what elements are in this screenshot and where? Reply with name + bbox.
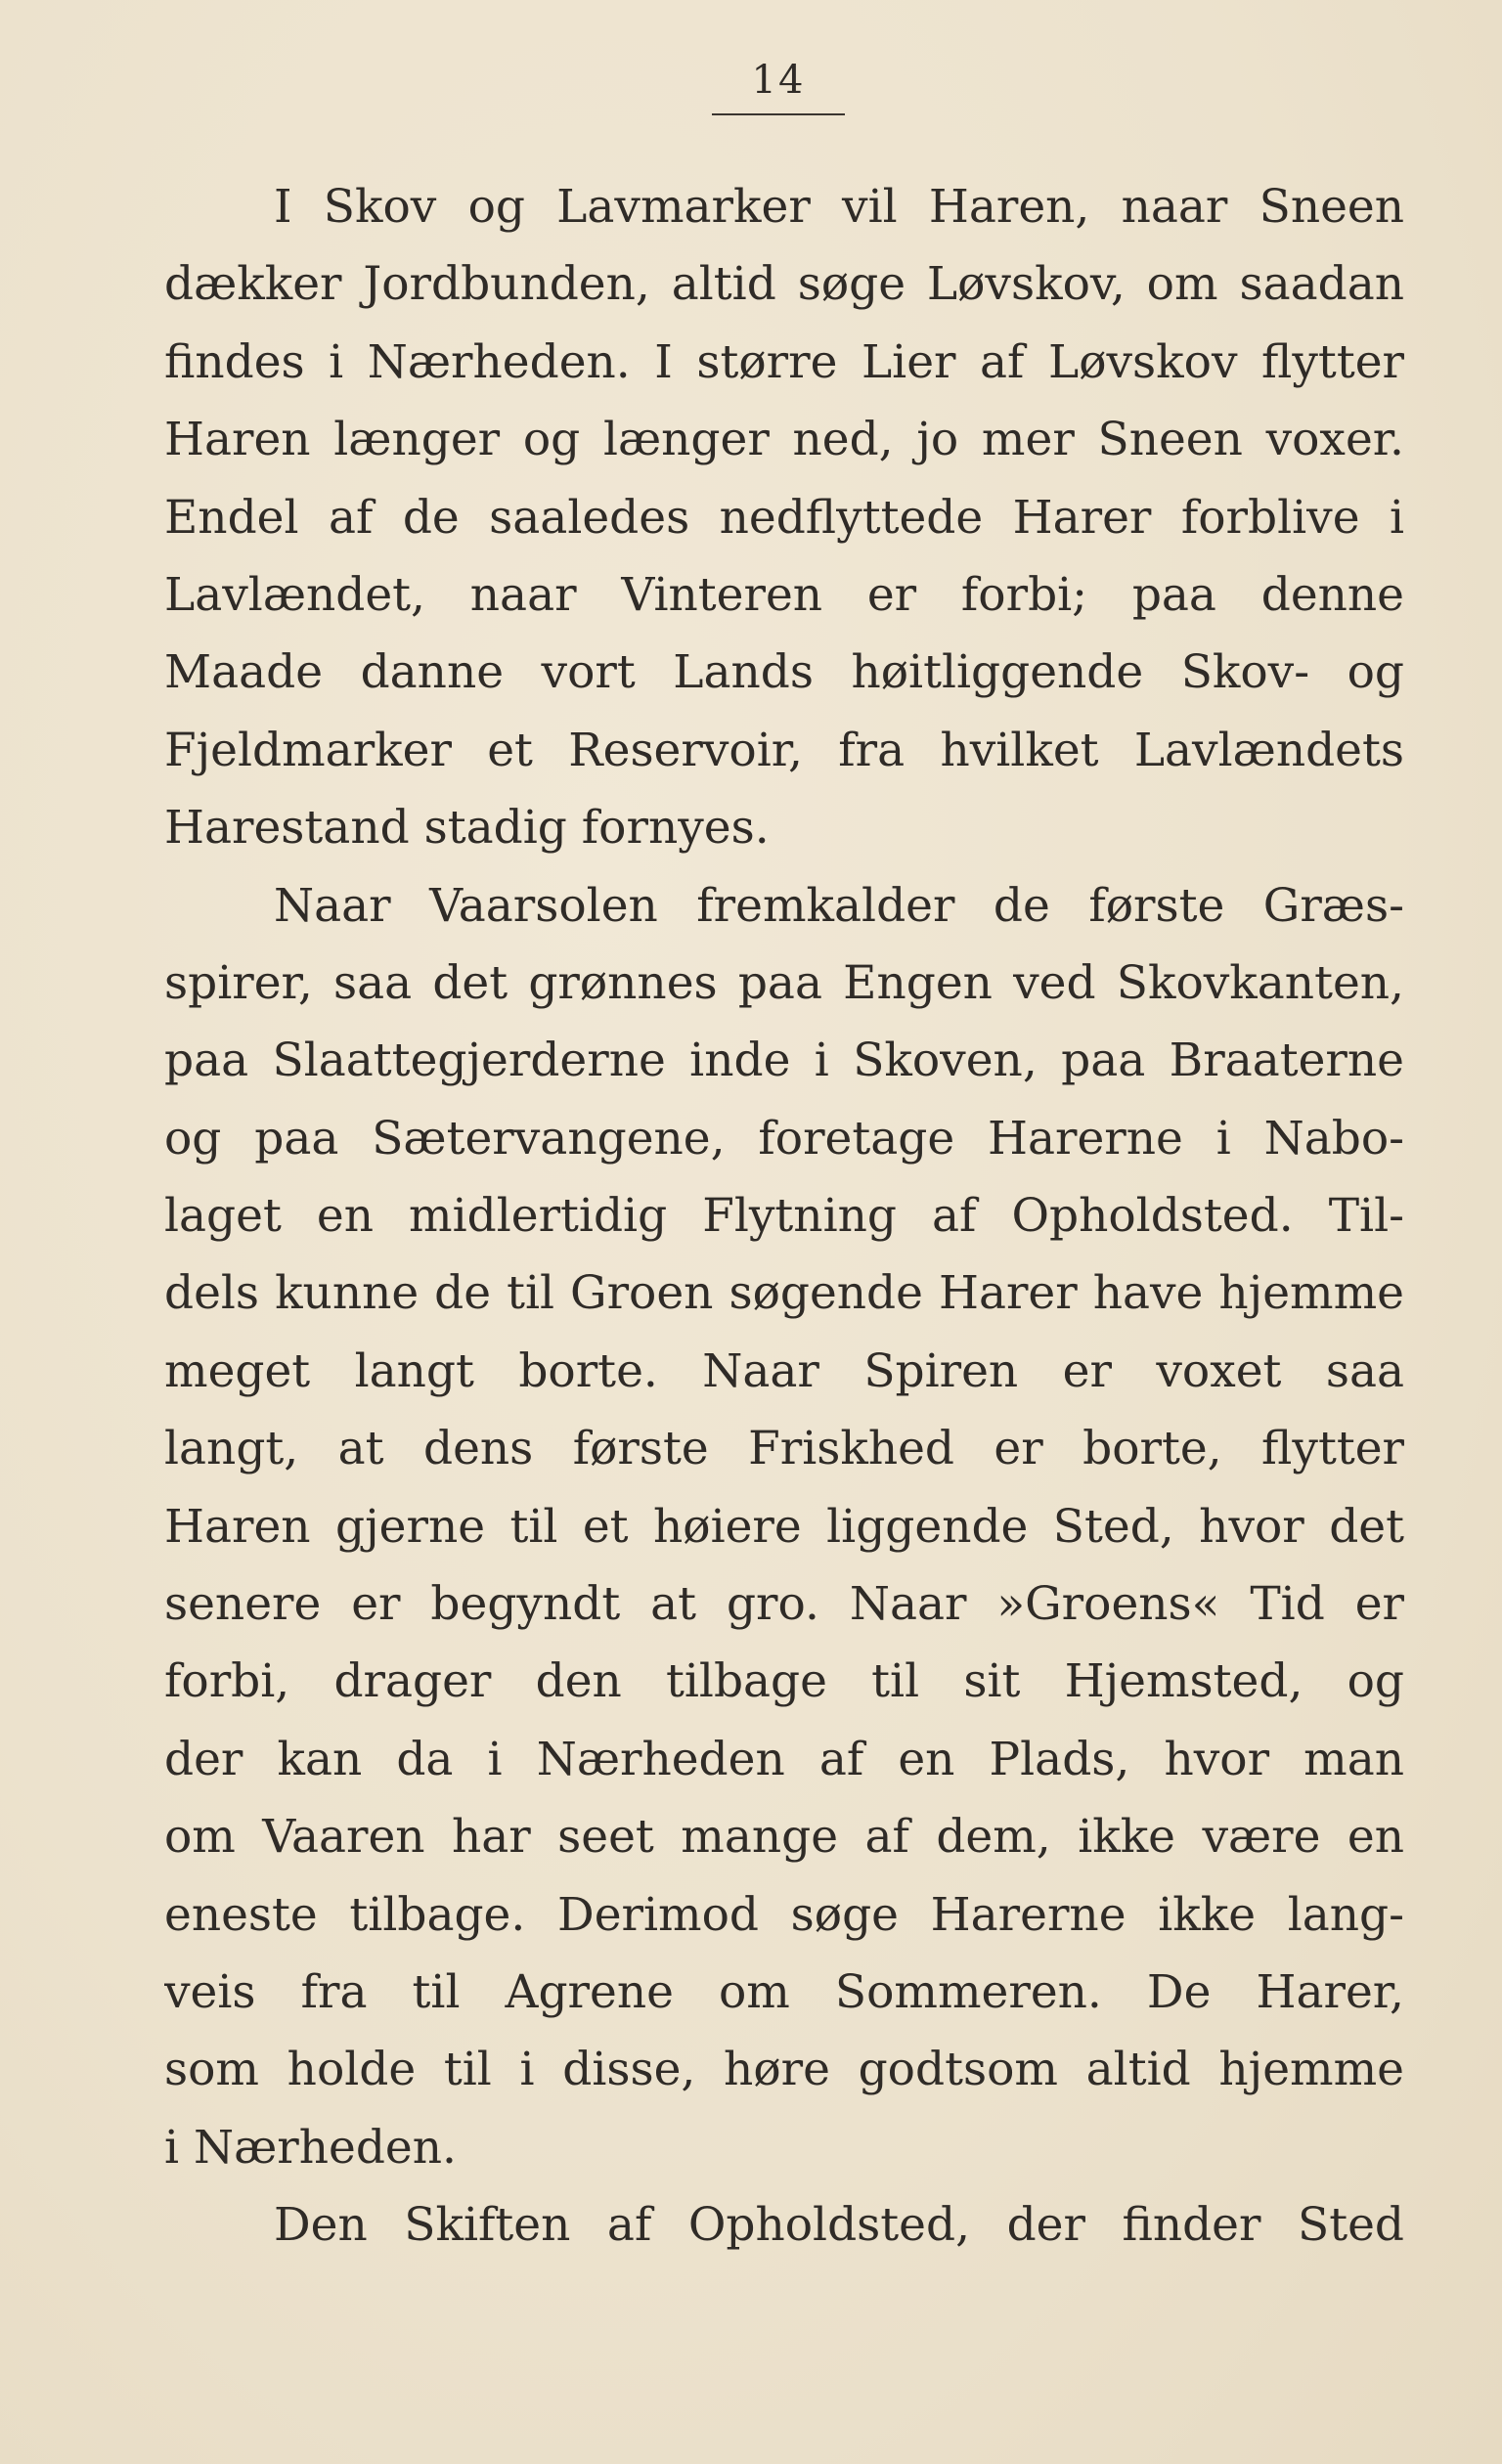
text-line: eneste tilbage. Derimod søge Harerne ikke lang-	[164, 1887, 1404, 1942]
text-line: paa Slaattegjerderne inde i Skoven, paa Braaterne	[164, 1034, 1404, 1088]
text-line: Haren længer og længer ned, jo mer Sneen voxer.	[164, 413, 1404, 467]
text-line: Lavlændet, naar Vinteren er forbi; paa denne	[164, 567, 1404, 622]
page-number: 14	[751, 58, 806, 103]
text-line: spirer, saa det grønnes paa Engen ved Skovkanten,	[164, 955, 1404, 1010]
text-line: og paa Sætervangene, foretage Harerne i Nabo-	[164, 1111, 1404, 1166]
text-line: Endel af de saaledes nedflyttede Harer forblive i	[164, 490, 1404, 545]
text-line: Naar Vaarsolen fremkalder de første Græs-	[274, 878, 1404, 933]
text-line: veis fra til Agrene om Sommeren. De Harer,	[164, 1964, 1404, 2019]
text-line: der kan da i Nærheden af en Plads, hvor man	[164, 1732, 1404, 1786]
text-line: Den Skiften af Opholdsted, der finder Sted	[274, 2198, 1404, 2253]
text-line: dækker Jordbunden, altid søge Løvskov, om saadan	[164, 257, 1404, 312]
body-text	[164, 168, 1404, 2265]
text-line: Harestand stadig fornyes.	[164, 801, 770, 856]
text-line: senere er begyndt at gro. Naar »Groens« Tid er	[164, 1577, 1404, 1632]
text-line: I Skov og Lavmarker vil Haren, naar Sneen	[274, 180, 1404, 234]
text-line: Fjeldmarker et Reservoir, fra hvilket Lavlændets	[164, 723, 1404, 777]
text-line: om Vaaren har seet mange af dem, ikke være en	[164, 1810, 1404, 1865]
page-number-rule	[712, 113, 845, 115]
text-line: i Nærheden.	[164, 2120, 457, 2175]
text-line: findes i Nærheden. I større Lier af Løvskov flytter	[164, 334, 1404, 389]
text-line: som holde til i disse, høre godtsom altid hjemme	[164, 2043, 1404, 2097]
text-line: laget en midlertidig Flytning af Opholdsted. Til-	[164, 1189, 1404, 1244]
text-line: langt, at dens første Friskhed er borte, flytter	[164, 1422, 1404, 1476]
text-line: Haren gjerne til et høiere liggende Sted, hvor det	[164, 1499, 1404, 1554]
text-line: Maade danne vort Lands høitliggende Skov- og	[164, 645, 1404, 700]
text-line: dels kunne de til Groen søgende Harer have hjemme	[164, 1266, 1404, 1321]
text-line: meget langt borte. Naar Spiren er voxet saa	[164, 1343, 1404, 1398]
text-line: forbi, drager den tilbage til sit Hjemsted, og	[164, 1654, 1404, 1709]
